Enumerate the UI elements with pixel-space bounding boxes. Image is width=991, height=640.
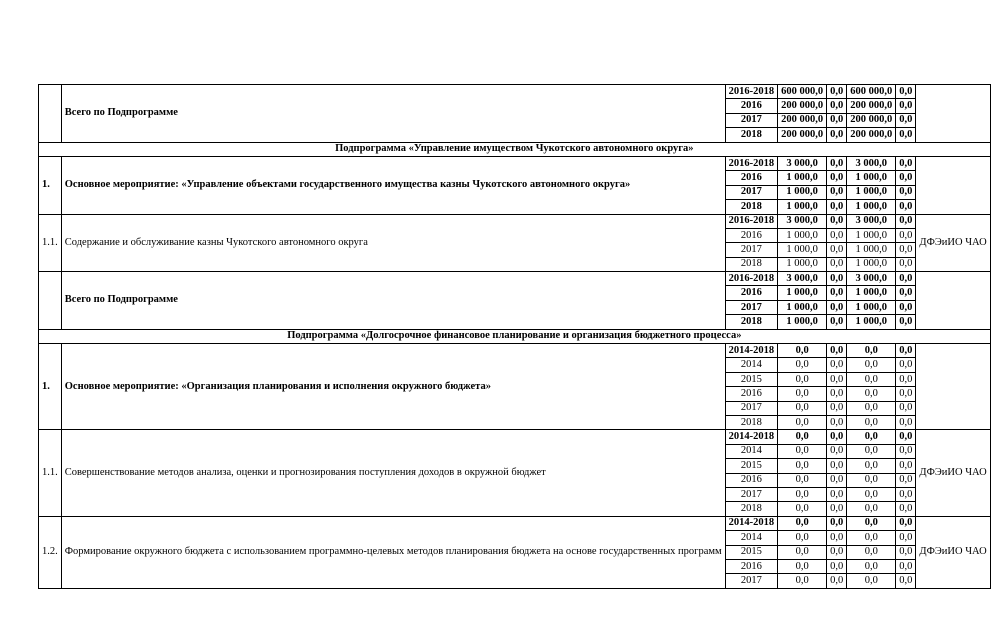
total-amount-cell: 0,0 bbox=[778, 415, 827, 429]
period-cell: 2016 bbox=[725, 473, 778, 487]
funding-cell: 1 000,0 bbox=[847, 185, 896, 199]
funding-cell: 0,0 bbox=[896, 243, 916, 257]
period-cell: 2017 bbox=[725, 574, 778, 588]
funding-cell: 0,0 bbox=[896, 415, 916, 429]
funding-cell: 0,0 bbox=[896, 502, 916, 516]
period-cell: 2015 bbox=[725, 545, 778, 559]
funding-cell: 0,0 bbox=[896, 257, 916, 271]
funding-cell: 0,0 bbox=[896, 444, 916, 458]
table-row bbox=[39, 214, 991, 228]
period-cell: 2018 bbox=[725, 415, 778, 429]
funding-cell: 0,0 bbox=[847, 473, 896, 487]
funding-cell: 0,0 bbox=[896, 272, 916, 286]
executor-cell bbox=[916, 272, 990, 330]
funding-cell: 0,0 bbox=[896, 430, 916, 444]
total-amount-cell: 0,0 bbox=[778, 487, 827, 501]
row-number: 1. bbox=[39, 156, 62, 214]
funding-cell: 0,0 bbox=[827, 430, 847, 444]
funding-cell: 3 000,0 bbox=[847, 214, 896, 228]
period-cell: 2018 bbox=[725, 128, 778, 142]
total-amount-cell: 600 000,0 bbox=[778, 85, 827, 99]
executor-cell: ДФЭиИО ЧАО bbox=[916, 214, 990, 272]
total-amount-cell: 0,0 bbox=[778, 459, 827, 473]
subprogram-total-row bbox=[39, 272, 991, 286]
funding-cell: 0,0 bbox=[827, 85, 847, 99]
funding-cell: 0,0 bbox=[847, 516, 896, 530]
total-amount-cell: 1 000,0 bbox=[778, 300, 827, 314]
executor-cell bbox=[916, 344, 990, 430]
table-row bbox=[39, 516, 991, 530]
funding-cell: 200 000,0 bbox=[847, 99, 896, 113]
funding-cell: 0,0 bbox=[827, 473, 847, 487]
funding-cell: 0,0 bbox=[827, 228, 847, 242]
funding-cell: 200 000,0 bbox=[847, 113, 896, 127]
period-cell: 2016 bbox=[725, 171, 778, 185]
total-amount-cell: 1 000,0 bbox=[778, 200, 827, 214]
funding-cell: 0,0 bbox=[827, 200, 847, 214]
period-cell: 2018 bbox=[725, 502, 778, 516]
subprogram-title: Подпрограмма «Долгосрочное финансовое планирование и организация бюджетного процесса» bbox=[39, 329, 991, 343]
funding-cell: 0,0 bbox=[847, 387, 896, 401]
period-cell: 2018 bbox=[725, 315, 778, 329]
funding-cell: 0,0 bbox=[896, 315, 916, 329]
period-cell: 2017 bbox=[725, 185, 778, 199]
period-cell: 2017 bbox=[725, 113, 778, 127]
funding-cell: 600 000,0 bbox=[847, 85, 896, 99]
funding-cell: 0,0 bbox=[827, 300, 847, 314]
funding-cell: 0,0 bbox=[827, 286, 847, 300]
total-amount-cell: 200 000,0 bbox=[778, 128, 827, 142]
funding-cell: 0,0 bbox=[847, 344, 896, 358]
funding-cell: 0,0 bbox=[896, 401, 916, 415]
funding-cell: 3 000,0 bbox=[847, 156, 896, 170]
funding-cell: 0,0 bbox=[896, 128, 916, 142]
funding-cell: 1 000,0 bbox=[847, 300, 896, 314]
funding-cell: 0,0 bbox=[847, 358, 896, 372]
funding-cell: 0,0 bbox=[827, 128, 847, 142]
funding-cell: 0,0 bbox=[896, 516, 916, 530]
total-amount-cell: 1 000,0 bbox=[778, 228, 827, 242]
period-cell: 2015 bbox=[725, 459, 778, 473]
total-amount-cell: 1 000,0 bbox=[778, 185, 827, 199]
total-amount-cell: 0,0 bbox=[778, 444, 827, 458]
period-cell: 2016 bbox=[725, 99, 778, 113]
funding-cell: 1 000,0 bbox=[847, 200, 896, 214]
period-cell: 2018 bbox=[725, 257, 778, 271]
funding-cell: 0,0 bbox=[896, 559, 916, 573]
period-cell: 2016 bbox=[725, 286, 778, 300]
funding-cell: 0,0 bbox=[827, 487, 847, 501]
funding-cell: 0,0 bbox=[827, 415, 847, 429]
funding-cell: 0,0 bbox=[896, 214, 916, 228]
funding-cell: 0,0 bbox=[827, 444, 847, 458]
funding-cell: 0,0 bbox=[827, 99, 847, 113]
total-amount-cell: 1 000,0 bbox=[778, 315, 827, 329]
total-amount-cell: 3 000,0 bbox=[778, 214, 827, 228]
funding-cell: 1 000,0 bbox=[847, 286, 896, 300]
funding-cell: 0,0 bbox=[827, 272, 847, 286]
measure-description: Основное мероприятие: «Организация планирования и исполнения окружного бюджета» bbox=[61, 344, 725, 430]
total-amount-cell: 0,0 bbox=[778, 473, 827, 487]
funding-cell: 0,0 bbox=[847, 559, 896, 573]
funding-cell: 0,0 bbox=[896, 286, 916, 300]
funding-cell: 0,0 bbox=[896, 113, 916, 127]
total-amount-cell: 0,0 bbox=[778, 430, 827, 444]
total-amount-cell: 0,0 bbox=[778, 344, 827, 358]
funding-cell: 0,0 bbox=[827, 185, 847, 199]
funding-cell: 0,0 bbox=[896, 545, 916, 559]
executor-cell bbox=[916, 156, 990, 214]
funding-cell: 0,0 bbox=[827, 459, 847, 473]
total-amount-cell: 0,0 bbox=[778, 531, 827, 545]
table-row bbox=[39, 430, 991, 444]
total-amount-cell: 1 000,0 bbox=[778, 286, 827, 300]
total-amount-cell: 200 000,0 bbox=[778, 113, 827, 127]
funding-cell: 0,0 bbox=[827, 214, 847, 228]
period-cell: 2014-2018 bbox=[725, 430, 778, 444]
funding-cell: 0,0 bbox=[896, 574, 916, 588]
total-amount-cell: 0,0 bbox=[778, 545, 827, 559]
funding-cell: 0,0 bbox=[896, 99, 916, 113]
funding-cell: 0,0 bbox=[847, 545, 896, 559]
funding-cell: 0,0 bbox=[896, 85, 916, 99]
funding-cell: 0,0 bbox=[896, 358, 916, 372]
period-cell: 2017 bbox=[725, 243, 778, 257]
funding-cell: 0,0 bbox=[847, 444, 896, 458]
measure-description: Основное мероприятие: «Управление объектами государственного имущества казны Чукотского автономного округа» bbox=[61, 156, 725, 214]
funding-cell: 1 000,0 bbox=[847, 243, 896, 257]
funding-cell: 0,0 bbox=[827, 545, 847, 559]
period-cell: 2016 bbox=[725, 228, 778, 242]
funding-cell: 0,0 bbox=[827, 372, 847, 386]
period-cell: 2017 bbox=[725, 487, 778, 501]
funding-cell: 0,0 bbox=[827, 113, 847, 127]
period-cell: 2017 bbox=[725, 300, 778, 314]
total-amount-cell: 0,0 bbox=[778, 401, 827, 415]
row-number: 1.1. bbox=[39, 214, 62, 272]
subprogram-total-label: Всего по Подпрограмме bbox=[61, 85, 725, 143]
funding-cell: 0,0 bbox=[896, 372, 916, 386]
row-number: 1.2. bbox=[39, 516, 62, 588]
subprogram-header-row bbox=[39, 329, 991, 343]
total-amount-cell: 1 000,0 bbox=[778, 171, 827, 185]
subprogram-header-row bbox=[39, 142, 991, 156]
total-amount-cell: 0,0 bbox=[778, 387, 827, 401]
funding-cell: 200 000,0 bbox=[847, 128, 896, 142]
period-cell: 2016 bbox=[725, 559, 778, 573]
measure-description: Формирование окружного бюджета с использованием программно-целевых методов планирования бюджета на основе государственных программ bbox=[61, 516, 725, 588]
total-amount-cell: 0,0 bbox=[778, 372, 827, 386]
total-amount-cell: 0,0 bbox=[778, 358, 827, 372]
funding-cell: 0,0 bbox=[847, 502, 896, 516]
period-cell: 2016-2018 bbox=[725, 214, 778, 228]
funding-cell: 0,0 bbox=[896, 200, 916, 214]
executor-cell bbox=[916, 85, 990, 143]
period-cell: 2016-2018 bbox=[725, 85, 778, 99]
funding-cell: 0,0 bbox=[896, 156, 916, 170]
funding-cell: 0,0 bbox=[847, 401, 896, 415]
period-cell: 2014 bbox=[725, 358, 778, 372]
funding-cell: 1 000,0 bbox=[847, 315, 896, 329]
funding-cell: 0,0 bbox=[827, 358, 847, 372]
funding-cell: 0,0 bbox=[827, 257, 847, 271]
period-cell: 2015 bbox=[725, 372, 778, 386]
total-amount-cell: 0,0 bbox=[778, 559, 827, 573]
subprogram-total-row bbox=[39, 85, 991, 99]
total-amount-cell: 0,0 bbox=[778, 502, 827, 516]
executor-cell: ДФЭиИО ЧАО bbox=[916, 430, 990, 516]
total-amount-cell: 200 000,0 bbox=[778, 99, 827, 113]
funding-cell: 0,0 bbox=[827, 531, 847, 545]
funding-cell: 0,0 bbox=[896, 459, 916, 473]
total-amount-cell: 3 000,0 bbox=[778, 156, 827, 170]
funding-cell: 0,0 bbox=[847, 487, 896, 501]
period-cell: 2014 bbox=[725, 531, 778, 545]
funding-cell: 0,0 bbox=[827, 387, 847, 401]
funding-cell: 0,0 bbox=[827, 401, 847, 415]
funding-cell: 0,0 bbox=[847, 574, 896, 588]
funding-cell: 0,0 bbox=[827, 243, 847, 257]
funding-cell: 0,0 bbox=[827, 502, 847, 516]
executor-cell: ДФЭиИО ЧАО bbox=[916, 516, 990, 588]
period-cell: 2017 bbox=[725, 401, 778, 415]
subprogram-title: Подпрограмма «Управление имуществом Чукотского автономного округа» bbox=[39, 142, 991, 156]
budget-table bbox=[38, 84, 991, 589]
funding-cell: 0,0 bbox=[847, 372, 896, 386]
funding-cell: 0,0 bbox=[847, 459, 896, 473]
funding-cell: 0,0 bbox=[896, 531, 916, 545]
funding-cell: 0,0 bbox=[896, 473, 916, 487]
funding-cell: 0,0 bbox=[896, 487, 916, 501]
total-amount-cell: 0,0 bbox=[778, 516, 827, 530]
row-number: 1. bbox=[39, 344, 62, 430]
funding-cell: 0,0 bbox=[847, 430, 896, 444]
period-cell: 2018 bbox=[725, 200, 778, 214]
row-number bbox=[39, 272, 62, 330]
period-cell: 2014-2018 bbox=[725, 516, 778, 530]
table-row bbox=[39, 344, 991, 358]
funding-cell: 0,0 bbox=[896, 387, 916, 401]
funding-cell: 0,0 bbox=[827, 156, 847, 170]
funding-cell: 0,0 bbox=[847, 415, 896, 429]
funding-cell: 1 000,0 bbox=[847, 257, 896, 271]
funding-cell: 0,0 bbox=[896, 171, 916, 185]
total-amount-cell: 0,0 bbox=[778, 574, 827, 588]
funding-cell: 1 000,0 bbox=[847, 228, 896, 242]
budget-table-body bbox=[39, 85, 991, 589]
funding-cell: 0,0 bbox=[827, 315, 847, 329]
funding-cell: 3 000,0 bbox=[847, 272, 896, 286]
funding-cell: 0,0 bbox=[827, 516, 847, 530]
total-amount-cell: 1 000,0 bbox=[778, 243, 827, 257]
subprogram-total-label: Всего по Подпрограмме bbox=[61, 272, 725, 330]
funding-cell: 0,0 bbox=[896, 300, 916, 314]
row-number: 1.1. bbox=[39, 430, 62, 516]
measure-description: Содержание и обслуживание казны Чукотского автономного округа bbox=[61, 214, 725, 272]
period-cell: 2014 bbox=[725, 444, 778, 458]
funding-cell: 0,0 bbox=[847, 531, 896, 545]
total-amount-cell: 3 000,0 bbox=[778, 272, 827, 286]
period-cell: 2016-2018 bbox=[725, 156, 778, 170]
table-row bbox=[39, 156, 991, 170]
total-amount-cell: 1 000,0 bbox=[778, 257, 827, 271]
period-cell: 2016-2018 bbox=[725, 272, 778, 286]
funding-cell: 0,0 bbox=[896, 228, 916, 242]
measure-description: Совершенствование методов анализа, оценки и прогнозирования поступления доходов в окружной бюджет bbox=[61, 430, 725, 516]
funding-cell: 0,0 bbox=[827, 559, 847, 573]
period-cell: 2016 bbox=[725, 387, 778, 401]
funding-cell: 0,0 bbox=[896, 344, 916, 358]
funding-cell: 0,0 bbox=[827, 171, 847, 185]
funding-cell: 0,0 bbox=[827, 344, 847, 358]
funding-cell: 0,0 bbox=[827, 574, 847, 588]
period-cell: 2014-2018 bbox=[725, 344, 778, 358]
funding-cell: 0,0 bbox=[896, 185, 916, 199]
funding-cell: 1 000,0 bbox=[847, 171, 896, 185]
row-number bbox=[39, 85, 62, 143]
